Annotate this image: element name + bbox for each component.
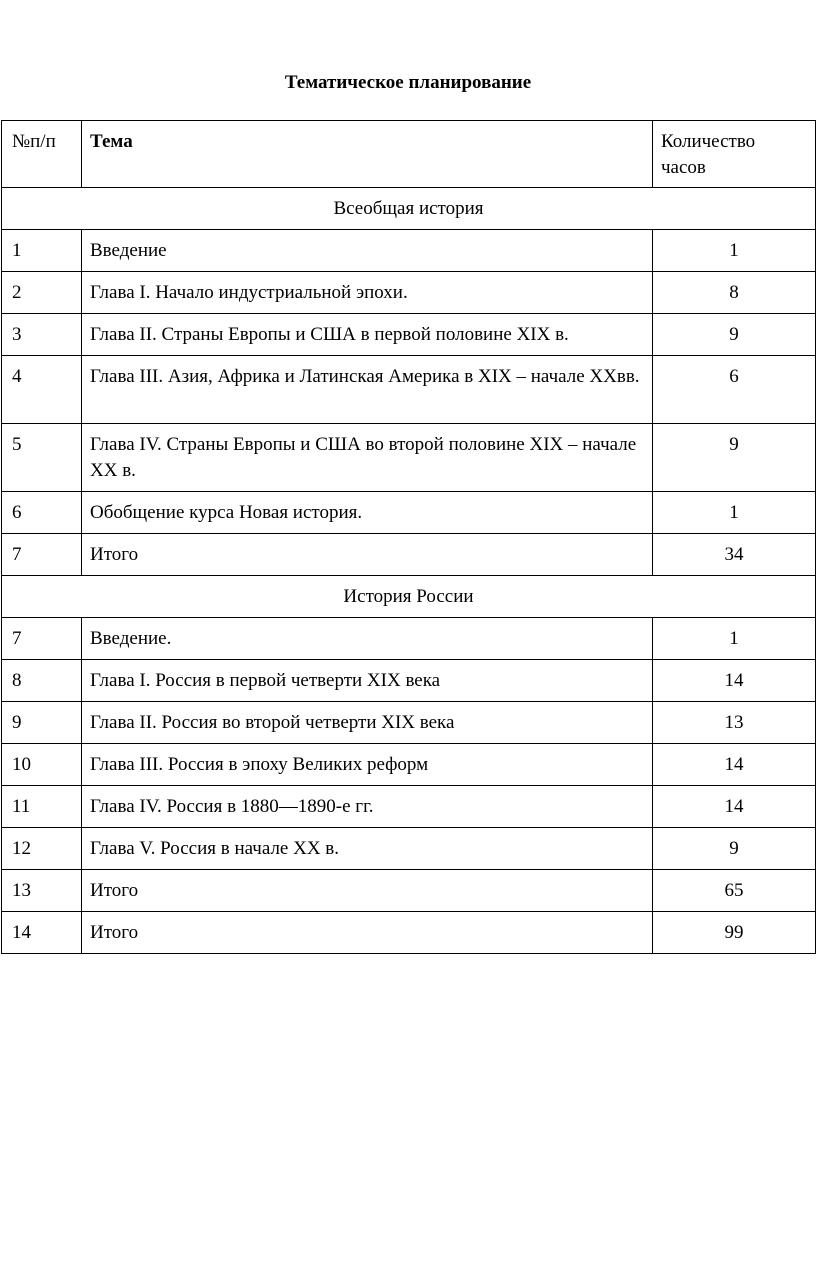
row-hours: 14 <box>653 786 816 828</box>
row-num: 2 <box>2 272 82 314</box>
row-topic: Глава II. Страны Европы и США в первой половине XIX в. <box>82 314 653 356</box>
row-topic: Итого <box>82 870 653 912</box>
row-topic: Введение. <box>82 618 653 660</box>
row-topic: Глава I. Россия в первой четверти XIX века <box>82 660 653 702</box>
row-num: 9 <box>2 702 82 744</box>
row-topic: Глава III. Азия, Африка и Латинская Америка в XIX – начале XXвв. <box>82 356 653 424</box>
row-topic: Глава I. Начало индустриальной эпохи. <box>82 272 653 314</box>
row-topic: Глава V. Россия в начале XX в. <box>82 828 653 870</box>
row-num: 13 <box>2 870 82 912</box>
section-row <box>2 188 816 230</box>
row-hours: 65 <box>653 870 816 912</box>
table-row <box>2 870 816 912</box>
table-row <box>2 314 816 356</box>
row-num: 4 <box>2 356 82 424</box>
row-hours: 1 <box>653 492 816 534</box>
header-num: №п/п <box>2 121 82 188</box>
row-hours: 34 <box>653 534 816 576</box>
row-num: 7 <box>2 618 82 660</box>
table-row <box>2 534 816 576</box>
table-row <box>2 618 816 660</box>
header-hours-line1: Количество <box>661 131 756 152</box>
table-row <box>2 660 816 702</box>
section-title: История России <box>2 576 816 618</box>
row-hours: 1 <box>653 618 816 660</box>
row-topic: Глава II. Россия во второй четверти XIX века <box>82 702 653 744</box>
row-num: 6 <box>2 492 82 534</box>
row-hours: 9 <box>653 828 816 870</box>
row-topic: Глава IV. Страны Европы и США во второй половине XIX – начале XX в. <box>82 424 653 492</box>
row-hours: 14 <box>653 660 816 702</box>
table-row <box>2 356 816 424</box>
table-row <box>2 272 816 314</box>
table-header-row <box>2 121 816 188</box>
row-num: 3 <box>2 314 82 356</box>
row-topic: Обобщение курса Новая история. <box>82 492 653 534</box>
row-hours: 99 <box>653 912 816 954</box>
row-topic: Глава III. Россия в эпоху Великих реформ <box>82 744 653 786</box>
row-num: 1 <box>2 230 82 272</box>
table-row <box>2 230 816 272</box>
header-hours-line2: часов <box>661 157 706 179</box>
planning-table <box>1 120 816 954</box>
row-num: 5 <box>2 424 82 492</box>
row-hours: 9 <box>653 424 816 492</box>
row-hours: 9 <box>653 314 816 356</box>
row-hours: 13 <box>653 702 816 744</box>
row-num: 10 <box>2 744 82 786</box>
row-hours: 8 <box>653 272 816 314</box>
table-row <box>2 702 816 744</box>
section-row <box>2 576 816 618</box>
row-hours: 14 <box>653 744 816 786</box>
row-hours: 1 <box>653 230 816 272</box>
header-topic: Тема <box>82 121 653 188</box>
row-num: 12 <box>2 828 82 870</box>
table-row <box>2 786 816 828</box>
row-num: 8 <box>2 660 82 702</box>
row-num: 7 <box>2 534 82 576</box>
table-row <box>2 912 816 954</box>
table-row <box>2 424 816 492</box>
row-num: 11 <box>2 786 82 828</box>
row-topic: Глава IV. Россия в 1880—1890-е гг. <box>82 786 653 828</box>
row-hours: 6 <box>653 356 816 424</box>
section-title: Всеобщая история <box>2 188 816 230</box>
page-title: Тематическое планирование <box>284 72 532 93</box>
row-topic: Введение <box>82 230 653 272</box>
table-row <box>2 492 816 534</box>
row-topic: Итого <box>82 912 653 954</box>
header-hours <box>653 121 816 188</box>
row-num: 14 <box>2 912 82 954</box>
table-row <box>2 828 816 870</box>
table-row <box>2 744 816 786</box>
row-topic: Итого <box>82 534 653 576</box>
